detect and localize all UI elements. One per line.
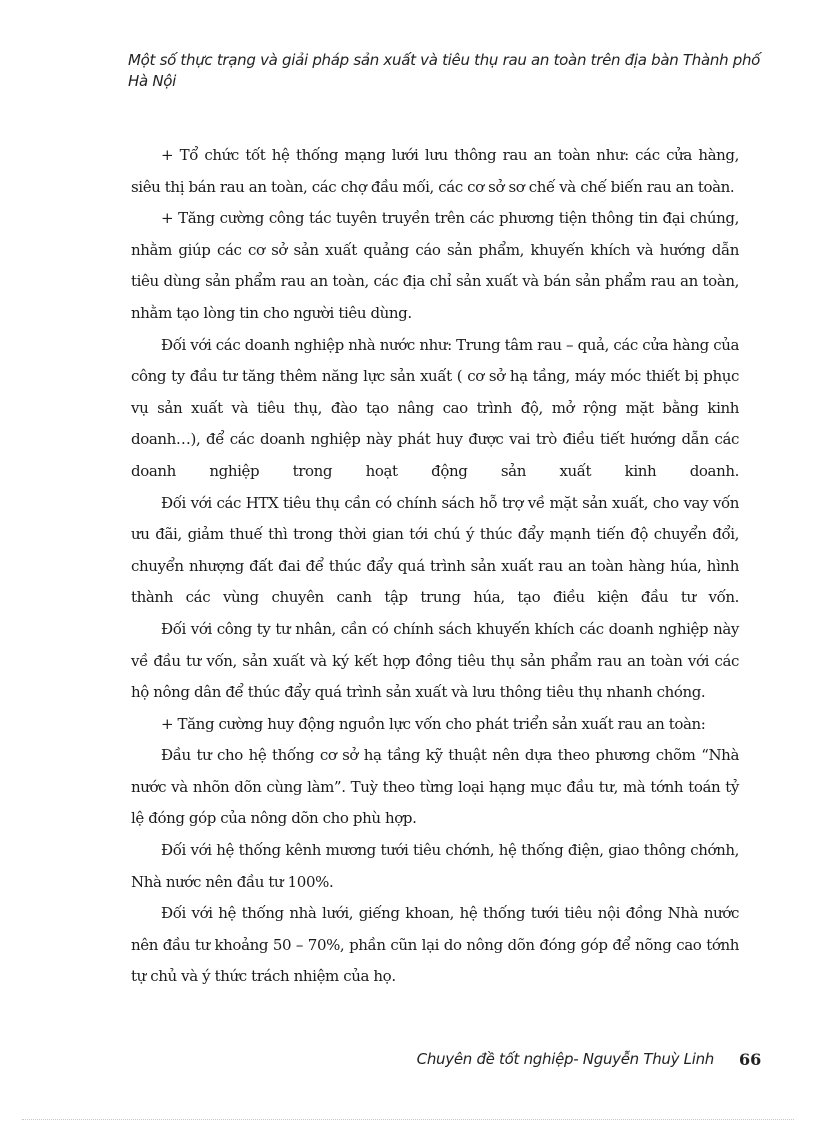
paragraph: + Tăng cường huy động nguồn lực vốn cho phát triển sản xuất rau an toàn:: [161, 714, 706, 733]
page-bottom-divider: [22, 1119, 794, 1120]
paragraph: Đối với hệ thống kênh mương tưới tiêu chớnh, hệ thống điện, giao thông chớnh, Nhà nước nên đầu tư 100%.: [131, 841, 739, 891]
document-title: Một số thực trạng và giải pháp sản xuất và tiêu thụ rau an toàn trên địa bàn Thành phố Hà Nội: [128, 51, 761, 90]
page-footer: [0, 1050, 816, 1080]
paragraph: + Tổ chức tốt hệ thống mạng lưới lưu thông rau an toàn như: các cửa hàng, siêu thị bán rau an toàn, các chợ đầu mối, các cơ sở sơ chế và chế biến rau an toàn.: [131, 146, 739, 196]
page-number: 66: [739, 1050, 762, 1069]
paragraph: Đối với công ty tư nhân, cần có chính sách khuyến khích các doanh nghiệp này về đầu tư vốn, sản xuất và ký kết hợp đồng tiêu thụ sản phẩm rau an toàn với các hộ nông dân để thúc đẩy quá trình sản xuất và lưu thông tiêu thụ nhanh chóng.: [131, 619, 739, 702]
document-body: [131, 140, 739, 993]
paragraph: Đối với các HTX tiêu thụ cần có chính sách hỗ trợ về mặt sản xuất, cho vay vốn ưu đãi, giảm thuế thì trong thời gian tới chú ý thúc đẩy mạnh tiến độ chuyển đổi, chuyển nhượng đất đai để thúc đẩy quá trình sản xuất rau an toàn hàng húa, hình thành các vùng chuyên canh tập trung húa, tạo điều kiện đầu tư vốn.: [131, 493, 739, 607]
paragraph: Đối với hệ thống nhà lưới, giếng khoan, hệ thống tưới tiêu nội đồng Nhà nước nên đầu tư khoảng 50 – 70%, phần cũn lại do nông dõn đóng góp để nõng cao tớnh tự chủ và ý thức trách nhiệm của họ.: [131, 904, 739, 986]
paragraph: Đầu tư cho hệ thống cơ sở hạ tầng kỹ thuật nên dựa theo phương chõm “Nhà nước và nhõn dõn cùng làm”. Tuỳ theo từng loại hạng mục đầu tư, mà tớnh toán tỷ lệ đóng góp của nông dõn cho phù hợp.: [131, 746, 739, 828]
page-header: [128, 50, 768, 92]
paragraph: + Tăng cường công tác tuyên truyền trên các phương tiện thông tin đại chúng, nhằm giúp các cơ sở sản xuất quảng cáo sản phẩm, khuyến khích và hướng dẫn tiêu dùng sản phẩm rau an toàn, các địa chỉ sản xuất và bán sản phẩm rau an toàn, nhằm tạo lòng tin cho người tiêu dùng.: [131, 209, 739, 322]
paragraph: Đối với các doanh nghiệp nhà nước như: Trung tâm rau – quả, các cửa hàng của công ty đầu tư tăng thêm năng lực sản xuất ( cơ sở hạ tầng, máy móc thiết bị phục vụ sản xuất và tiêu thụ, đào tạo nâng cao trình độ, mở rộng mặt bằng kinh doanh…), để các doanh nghiệp này phát huy được vai trò điều tiết hướng dẫn các doanh nghiệp trong hoạt động sản xuất kinh doanh.: [131, 335, 739, 480]
footer-author-title: Chuyên đề tốt nghiệp- Nguyễn Thuỳ Linh: [416, 1050, 714, 1068]
